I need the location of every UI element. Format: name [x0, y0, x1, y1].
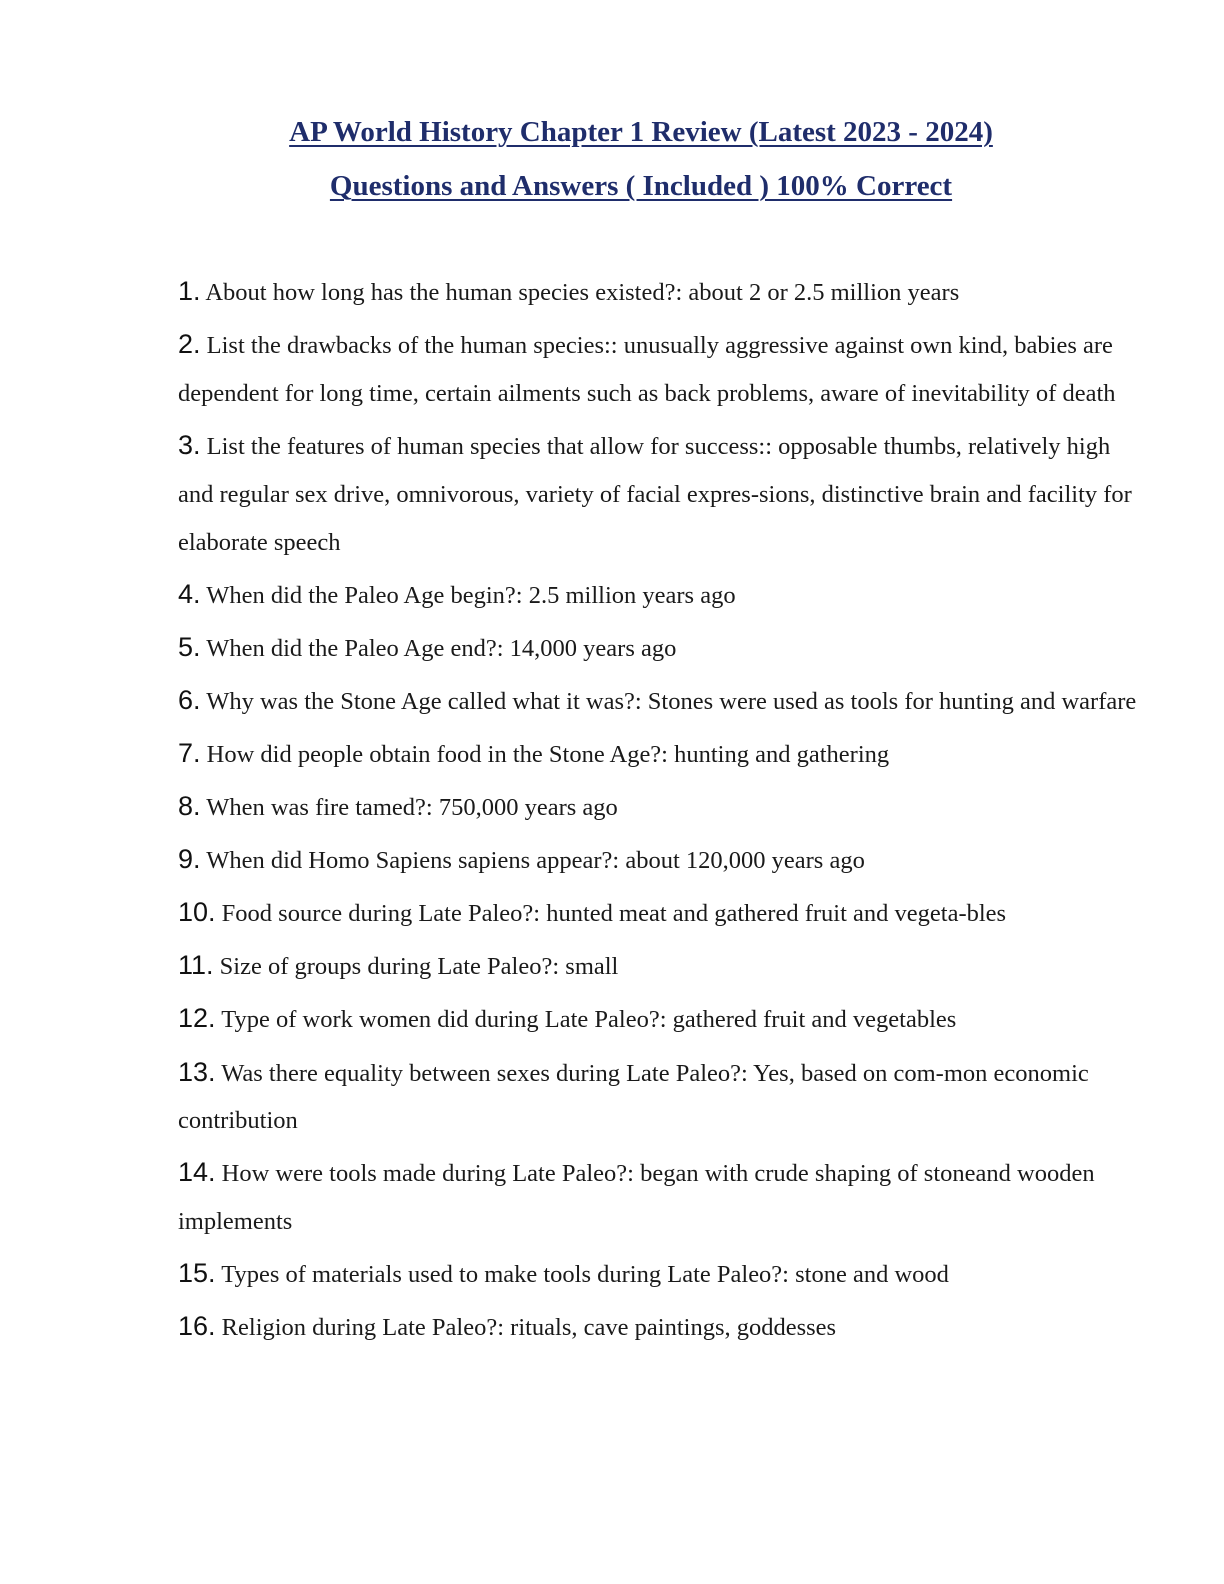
question-number: 12. — [178, 1003, 216, 1034]
question-number: 7. — [178, 737, 201, 768]
question-text: Was there equality between sexes during Late Paleo?: Yes, based on com-mon economic contribution — [178, 1059, 1089, 1135]
question-item — [178, 889, 1138, 938]
question-number: 13. — [178, 1056, 216, 1087]
question-number: 11. — [178, 950, 214, 981]
question-text: How did people obtain food in the Stone Age?: hunting and gathering — [206, 740, 890, 768]
question-text: Why was the Stone Age called what it was?: Stones were used as tools for hunting and warfare — [206, 687, 1137, 715]
question-text: List the features of human species that allow for success:: opposable thumbs, relatively high and regular sex drive, omnivorous, variety of facial expres-sions, distinctive brain and facility for elaborate speech — [178, 432, 1132, 556]
question-item — [178, 1250, 1138, 1299]
question-item — [178, 1303, 1138, 1352]
question-item — [178, 1049, 1138, 1146]
question-text: When did the Paleo Age begin?: 2.5 million years ago — [206, 581, 736, 609]
question-number: 8. — [178, 791, 201, 822]
question-item — [178, 571, 1138, 620]
question-item — [178, 624, 1138, 673]
question-number: 3. — [178, 429, 201, 460]
question-item — [178, 1149, 1138, 1246]
question-list — [178, 268, 1138, 1356]
question-item — [178, 730, 1138, 779]
question-item — [178, 942, 1138, 991]
question-text: Religion during Late Paleo?: rituals, cave paintings, goddesses — [221, 1314, 837, 1342]
question-text: Type of work women did during Late Paleo?: gathered fruit and vegetables — [221, 1006, 957, 1034]
document-title-line-2: Questions and Answers ( Included ) 100% Correct — [329, 170, 953, 202]
question-number: 14. — [178, 1157, 216, 1188]
question-number: 4. — [178, 578, 201, 609]
question-text: List the drawbacks of the human species:: unusually aggressive against own kind, babies are dependent for long time, certain ailments such as back problems, aware of inevitability of death — [178, 332, 1116, 407]
question-number: 1. — [178, 276, 201, 306]
question-item — [178, 783, 1138, 832]
question-item — [178, 321, 1138, 418]
question-number: 10. — [178, 897, 216, 928]
question-number: 6. — [178, 684, 201, 715]
question-text: When was fire tamed?: 750,000 years ago — [206, 794, 618, 822]
question-number: 15. — [178, 1258, 216, 1289]
question-number: 16. — [178, 1311, 216, 1342]
question-text: How were tools made during Late Paleo?: began with crude shaping of stoneand wooden implements — [178, 1160, 1095, 1236]
question-item — [178, 677, 1138, 726]
document-title-line-1: AP World History Chapter 1 Review (Latest 2023 - 2024) — [289, 116, 993, 148]
question-text: Food source during Late Paleo?: hunted meat and gathered fruit and vegeta-bles — [221, 900, 1007, 928]
question-text: When did the Paleo Age end?: 14,000 years ago — [206, 634, 677, 662]
question-number: 9. — [178, 844, 201, 875]
question-text: About how long has the human species existed?: about 2 or 2.5 million years — [205, 279, 960, 306]
question-number: 5. — [178, 631, 201, 662]
question-text: Types of materials used to make tools during Late Paleo?: stone and wood — [221, 1261, 949, 1289]
question-item — [178, 836, 1138, 885]
question-item — [178, 422, 1138, 566]
question-item — [178, 995, 1138, 1044]
question-text: When did Homo Sapiens sapiens appear?: about 120,000 years ago — [206, 847, 865, 875]
question-text: Size of groups during Late Paleo?: small — [219, 953, 619, 981]
question-number: 2. — [178, 329, 201, 360]
question-item — [178, 268, 1138, 317]
